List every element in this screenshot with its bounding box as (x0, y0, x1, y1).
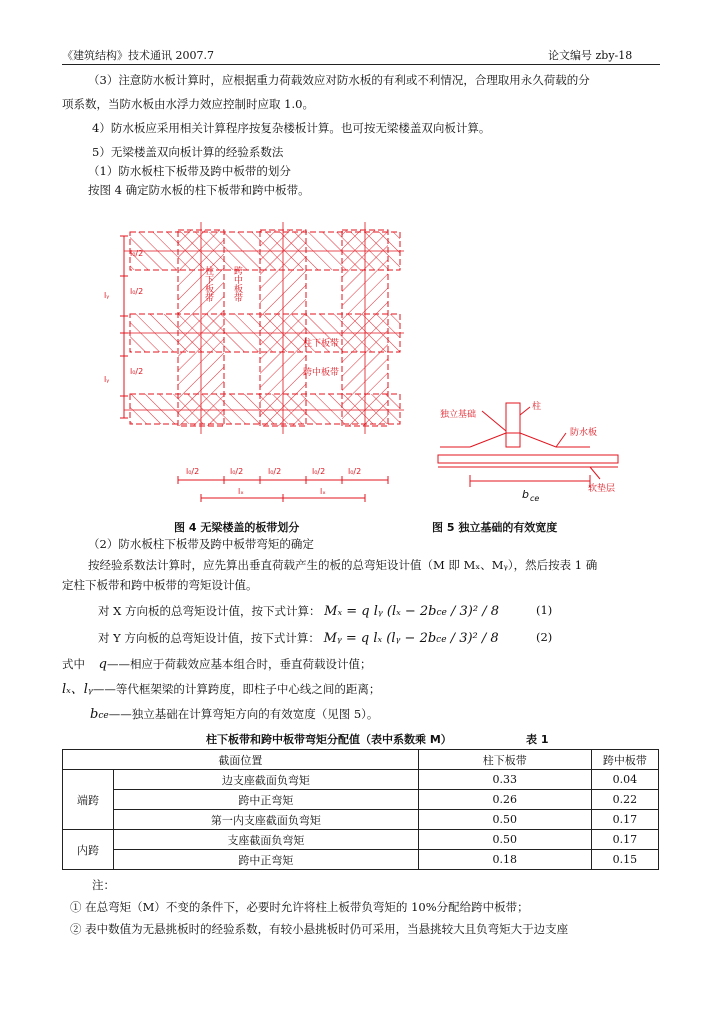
dim-half-y-2: l₀/2 (130, 287, 144, 296)
sub1-heading: （1）防水板柱下板带及跨中板带的划分 (88, 164, 291, 178)
figure-4-caption: 图 4 无梁楼盖的板带划分 (174, 521, 300, 534)
eq2-tail: / 3)² / 8 (446, 631, 499, 646)
label-middle-strip-horizontal: 跨中板带 (303, 368, 340, 378)
note-label: 注： (92, 878, 115, 892)
dim-lx-1: lₓ (238, 487, 244, 496)
eq2-sub: ce (436, 635, 447, 645)
table-group-inner-span: 内跨 (63, 830, 114, 870)
figure-5-caption: 图 5 独立基础的有效宽度 (432, 521, 558, 534)
table-row: 内跨 支座截面负弯矩 0.50 0.17 (63, 830, 659, 850)
para4: 4）防水板应采用相关计算程序按复杂楼板计算。也可按无梁楼盖双向板计算。 (92, 121, 491, 135)
journal-header: 《建筑结构》技术通讯 2007.7 (62, 49, 214, 62)
label-column-strip-vertical: 柱下板带 (203, 266, 213, 302)
header-rule (62, 64, 660, 65)
eq2-body: Mᵧ = q lₓ (lᵧ − 2b (323, 631, 437, 646)
label-bce-sub: ce (530, 494, 540, 503)
note-1: ① 在总弯矩（M）不变的条件下，必要时允许将柱上板带负弯矩的 10%分配给跨中板带； (70, 900, 529, 914)
table-header-column-strip: 柱下板带 (418, 750, 591, 770)
equation-1 (98, 603, 499, 619)
sub1-text: 按图 4 确定防水板的柱下板带和跨中板带。 (88, 183, 310, 197)
dim-half-x-2: l₀/2 (230, 467, 244, 476)
eq1-tail: / 3)² / 8 (446, 604, 499, 619)
where-l: lₓ、lᵧ——等代框架梁的计算跨度，即柱子中心线之间的距离； (62, 682, 381, 697)
sub2-line2: 定柱下板带和跨中板带的弯矩设计值。 (62, 578, 258, 592)
paper-number: 论文编号 zby-18 (548, 49, 633, 62)
figure-5-footing (430, 395, 630, 510)
eq1-prefix: 对 X 方向板的总弯矩设计值，按下式计算： (98, 604, 321, 618)
dimension-bottom (178, 467, 388, 502)
label-column: 柱 (532, 402, 542, 412)
para5: 5）无梁楼盖双向板计算的经验系数法 (92, 145, 284, 159)
column-strips-horizontal (130, 232, 400, 424)
where-q: 式中 q——相应于荷载效应基本组合时，垂直荷载设计值； (62, 657, 372, 672)
moment-table (62, 749, 659, 870)
table-row: 端跨 边支座截面负弯矩 0.33 0.04 (63, 770, 659, 790)
table-header-middle-strip: 跨中板带 (591, 750, 658, 770)
dim-half-y-3: l₀/2 (130, 367, 144, 376)
dim-lx-2: lₓ (320, 487, 326, 496)
figure-4-slab-strips (100, 222, 410, 512)
where-b: bce——独立基础在计算弯矩方向的有效宽度（见图 5）。 (90, 707, 379, 722)
sub2-heading: （2）防水板柱下板带及跨中板带弯矩的确定 (88, 537, 314, 551)
label-slab: 防水板 (570, 428, 598, 438)
label-cushion: 软垫层 (588, 484, 616, 494)
para3-line1: （3）注意防水板计算时，应根据重力荷载效应对防水板的有利或不利情况，合理取用永久荷载的分 (88, 73, 590, 87)
label-middle-strip-vertical: 跨中板带 (232, 266, 242, 302)
table-header-section: 截面位置 (63, 750, 419, 770)
table-group-end-span: 端跨 (63, 770, 114, 830)
equation-2 (98, 630, 499, 646)
eq1-number: (1) (536, 603, 553, 617)
dim-ly-1: lᵧ (104, 291, 110, 300)
para3-line2: 项系数，当防水板由水浮力效应控制时应取 1.0。 (62, 97, 314, 111)
dim-half-x-1: l₀/2 (186, 467, 200, 476)
dim-ly-2: lᵧ (104, 375, 110, 384)
label-footing: 独立基础 (440, 410, 477, 420)
eq1-body: Mₓ = q lᵧ (lₓ − 2b (324, 604, 437, 619)
eq1-sub: ce (436, 608, 447, 618)
dim-half-x-5: l₀/2 (348, 467, 362, 476)
column-shape (506, 403, 520, 447)
table-label: 表 1 (526, 733, 549, 746)
table-row: 跨中正弯矩 0.18 0.15 (63, 850, 659, 870)
label-column-strip-horizontal: 柱下板带 (303, 339, 340, 349)
table-title: 柱下板带和跨中板带弯矩分配值（表中系数乘 M） (206, 733, 452, 746)
dim-half-x-4: l₀/2 (312, 467, 326, 476)
sub2-line1: 按经验系数法计算时，应先算出垂直荷载产生的板的总弯矩设计值（M 即 Mₓ、Mᵧ），然后按表 1 确 (88, 558, 598, 572)
table-row: 第一内支座截面负弯矩 0.50 0.17 (63, 810, 659, 830)
slab-band (438, 455, 618, 463)
dim-half-x-3: l₀/2 (268, 467, 282, 476)
eq2-number: (2) (536, 630, 553, 644)
label-bce: b (522, 488, 529, 501)
note-2: ② 表中数值为无悬挑板时的经验系数，有较小悬挑板时仍可采用，当悬挑较大且负弯矩大于边支座 (70, 922, 569, 936)
table-row: 跨中正弯矩 0.26 0.22 (63, 790, 659, 810)
eq2-prefix: 对 Y 方向板的总弯矩设计值，按下式计算： (98, 631, 320, 645)
dim-half-y-1: l₀/2 (130, 249, 144, 258)
